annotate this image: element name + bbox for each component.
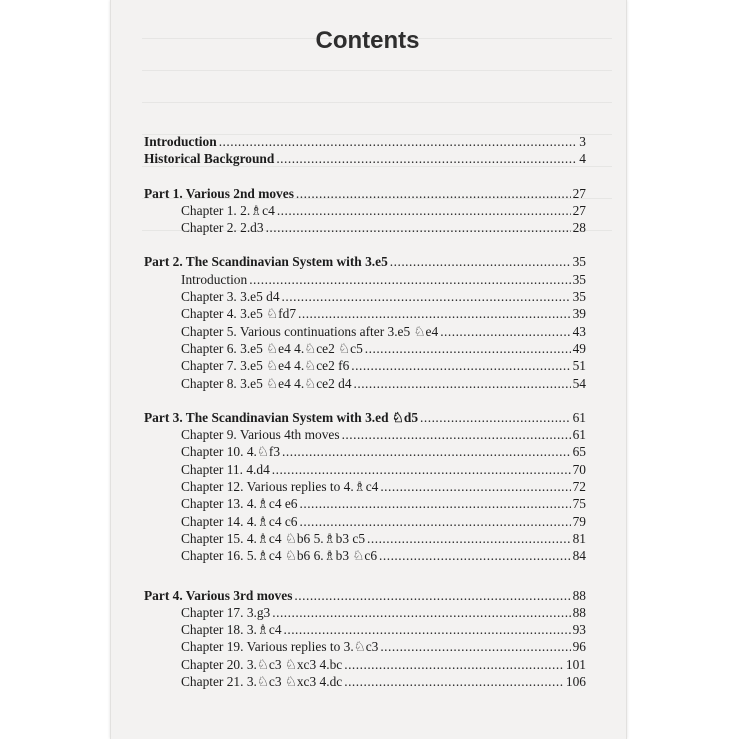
toc-part-entry bbox=[144, 409, 586, 426]
table-of-contents bbox=[144, 133, 586, 690]
toc-entry-label: Chapter 12. Various replies to 4.♗c4 bbox=[181, 479, 379, 495]
dot-leader bbox=[284, 621, 571, 638]
toc-entry-label: Introduction bbox=[181, 271, 248, 287]
toc-front-entry bbox=[144, 133, 586, 150]
toc-page-number: 106 bbox=[565, 674, 586, 690]
section-gap bbox=[144, 168, 586, 185]
toc-page-number: 101 bbox=[565, 656, 586, 672]
toc-chapter-entry bbox=[144, 604, 586, 621]
toc-page-number: 88 bbox=[572, 587, 586, 603]
toc-page-number: 43 bbox=[572, 323, 586, 339]
toc-entry-label: Chapter 10. 4.♘f3 bbox=[181, 444, 281, 460]
dot-leader bbox=[300, 495, 571, 512]
toc-page-number: 65 bbox=[572, 444, 586, 460]
toc-part-entry bbox=[144, 587, 586, 604]
dot-leader bbox=[344, 673, 564, 690]
toc-entry-label: Chapter 1. 2.♗c4 bbox=[181, 202, 275, 218]
toc-page-number: 93 bbox=[572, 622, 586, 638]
toc-chapter-entry bbox=[144, 656, 586, 673]
dot-leader bbox=[272, 604, 570, 621]
toc-page-number: 70 bbox=[572, 461, 586, 477]
toc-page-number: 3 bbox=[579, 134, 586, 149]
dot-leader bbox=[266, 219, 571, 236]
toc-chapter-entry bbox=[144, 305, 586, 322]
toc-chapter-entry bbox=[144, 323, 586, 340]
toc-chapter-entry bbox=[144, 357, 586, 374]
dot-leader bbox=[277, 202, 571, 219]
toc-entry-label: Part 4. Various 3rd moves bbox=[144, 587, 293, 603]
toc-entry-label: Chapter 9. Various 4th moves bbox=[181, 427, 340, 443]
dot-leader bbox=[420, 409, 571, 426]
toc-page-number: 96 bbox=[572, 639, 586, 655]
toc-entry-label: Part 2. The Scandinavian System with 3.e5 bbox=[144, 254, 388, 270]
dot-leader bbox=[219, 133, 578, 150]
toc-chapter-entry bbox=[144, 530, 586, 547]
toc-chapter-entry bbox=[144, 513, 586, 530]
toc-chapter-entry bbox=[144, 495, 586, 512]
toc-chapter-entry bbox=[144, 673, 586, 690]
toc-page-number: 61 bbox=[572, 427, 586, 443]
toc-page-number: 27 bbox=[572, 185, 586, 201]
page-title: Contents bbox=[315, 27, 420, 54]
dot-leader bbox=[354, 375, 571, 392]
toc-entry-label: Chapter 6. 3.e5 ♘e4 4.♘ce2 ♘c5 bbox=[181, 340, 363, 356]
toc-entry-label: Chapter 4. 3.e5 ♘fd7 bbox=[181, 306, 297, 322]
toc-entry-label: Historical Background bbox=[144, 151, 275, 167]
toc-page-number: 84 bbox=[572, 548, 586, 564]
dot-leader bbox=[276, 150, 577, 167]
toc-page-number: 27 bbox=[572, 202, 586, 218]
dot-leader bbox=[249, 271, 570, 288]
toc-page-number: 75 bbox=[572, 496, 586, 512]
toc-chapter-entry bbox=[144, 375, 586, 392]
toc-entry-label: Chapter 13. 4.♗c4 e6 bbox=[181, 496, 298, 512]
toc-chapter-entry bbox=[144, 621, 586, 638]
dot-leader bbox=[282, 288, 571, 305]
toc-page-number: 28 bbox=[572, 220, 586, 236]
toc-chapter-entry bbox=[144, 340, 586, 357]
toc-chapter-entry bbox=[144, 219, 586, 236]
toc-part-entry bbox=[144, 185, 586, 202]
dot-leader bbox=[390, 253, 571, 270]
dot-leader bbox=[440, 323, 570, 340]
dot-leader bbox=[379, 547, 571, 564]
toc-entry-label: Chapter 11. 4.d4 bbox=[181, 461, 270, 477]
toc-page-number: 61 bbox=[572, 409, 586, 425]
toc-chapter-entry bbox=[144, 288, 586, 305]
toc-entry-label: Chapter 3. 3.e5 d4 bbox=[181, 289, 280, 305]
dot-leader bbox=[296, 185, 571, 202]
toc-entry-label: Chapter 18. 3.♗c4 bbox=[181, 622, 282, 638]
toc-chapter-entry bbox=[144, 426, 586, 443]
dot-leader bbox=[282, 443, 571, 460]
toc-entry-label: Chapter 7. 3.e5 ♘e4 4.♘ce2 f6 bbox=[181, 358, 350, 374]
toc-entry-label: Chapter 17. 3.g3 bbox=[181, 604, 271, 620]
toc-entry-label: Part 1. Various 2nd moves bbox=[144, 185, 294, 201]
toc-page-number: 35 bbox=[572, 254, 586, 270]
toc-chapter-entry bbox=[144, 271, 586, 288]
toc-entry-label: Chapter 21. 3.♘c3 ♘xc3 4.dc bbox=[181, 674, 343, 690]
dot-leader bbox=[300, 513, 571, 530]
toc-entry-label: Chapter 5. Various continuations after 3.e5 ♘e4 bbox=[181, 323, 439, 339]
toc-chapter-entry bbox=[144, 638, 586, 655]
toc-entry-label: Part 3. The Scandinavian System with 3.ed ♘d5 bbox=[144, 409, 419, 425]
toc-chapter-entry bbox=[144, 443, 586, 460]
toc-page-number: 79 bbox=[572, 513, 586, 529]
toc-entry-label: Chapter 20. 3.♘c3 ♘xc3 4.bc bbox=[181, 656, 343, 672]
toc-page-number: 51 bbox=[572, 358, 586, 374]
toc-entry-label: Chapter 15. 4.♗c4 ♘b6 5.♗b3 c5 bbox=[181, 530, 366, 546]
toc-page-number: 35 bbox=[572, 271, 586, 287]
toc-chapter-entry bbox=[144, 202, 586, 219]
section-gap bbox=[144, 392, 586, 409]
toc-entry-label: Chapter 16. 5.♗c4 ♘b6 6.♗b3 ♘c6 bbox=[181, 548, 378, 564]
toc-front-entry bbox=[144, 150, 586, 167]
dot-leader bbox=[294, 587, 570, 604]
toc-entry-label: Chapter 8. 3.e5 ♘e4 4.♘ce2 d4 bbox=[181, 375, 352, 391]
toc-entry-label: Chapter 2. 2.d3 bbox=[181, 220, 264, 236]
toc-entry-label: Introduction bbox=[144, 134, 217, 149]
toc-page-number: 72 bbox=[572, 479, 586, 495]
dot-leader bbox=[367, 530, 571, 547]
toc-page-number: 54 bbox=[572, 375, 586, 391]
section-gap bbox=[144, 565, 586, 587]
dot-leader bbox=[342, 426, 571, 443]
dot-leader bbox=[365, 340, 571, 357]
toc-page-number: 88 bbox=[572, 604, 586, 620]
toc-chapter-entry bbox=[144, 461, 586, 478]
toc-part-entry bbox=[144, 253, 586, 270]
dot-leader bbox=[272, 461, 571, 478]
toc-entry-label: Chapter 19. Various replies to 3.♘c3 bbox=[181, 639, 379, 655]
toc-page-number: 39 bbox=[572, 306, 586, 322]
toc-page-number: 81 bbox=[572, 530, 586, 546]
toc-page-number: 49 bbox=[572, 340, 586, 356]
dot-leader bbox=[351, 357, 570, 374]
section-gap bbox=[144, 236, 586, 253]
toc-page-number: 4 bbox=[579, 151, 586, 167]
dot-leader bbox=[344, 656, 564, 673]
dot-leader bbox=[298, 305, 571, 322]
toc-chapter-entry bbox=[144, 547, 586, 564]
dot-leader bbox=[380, 638, 570, 655]
dot-leader bbox=[380, 478, 570, 495]
toc-entry-label: Chapter 14. 4.♗c4 c6 bbox=[181, 513, 298, 529]
toc-chapter-entry bbox=[144, 478, 586, 495]
toc-page-number: 35 bbox=[572, 289, 586, 305]
